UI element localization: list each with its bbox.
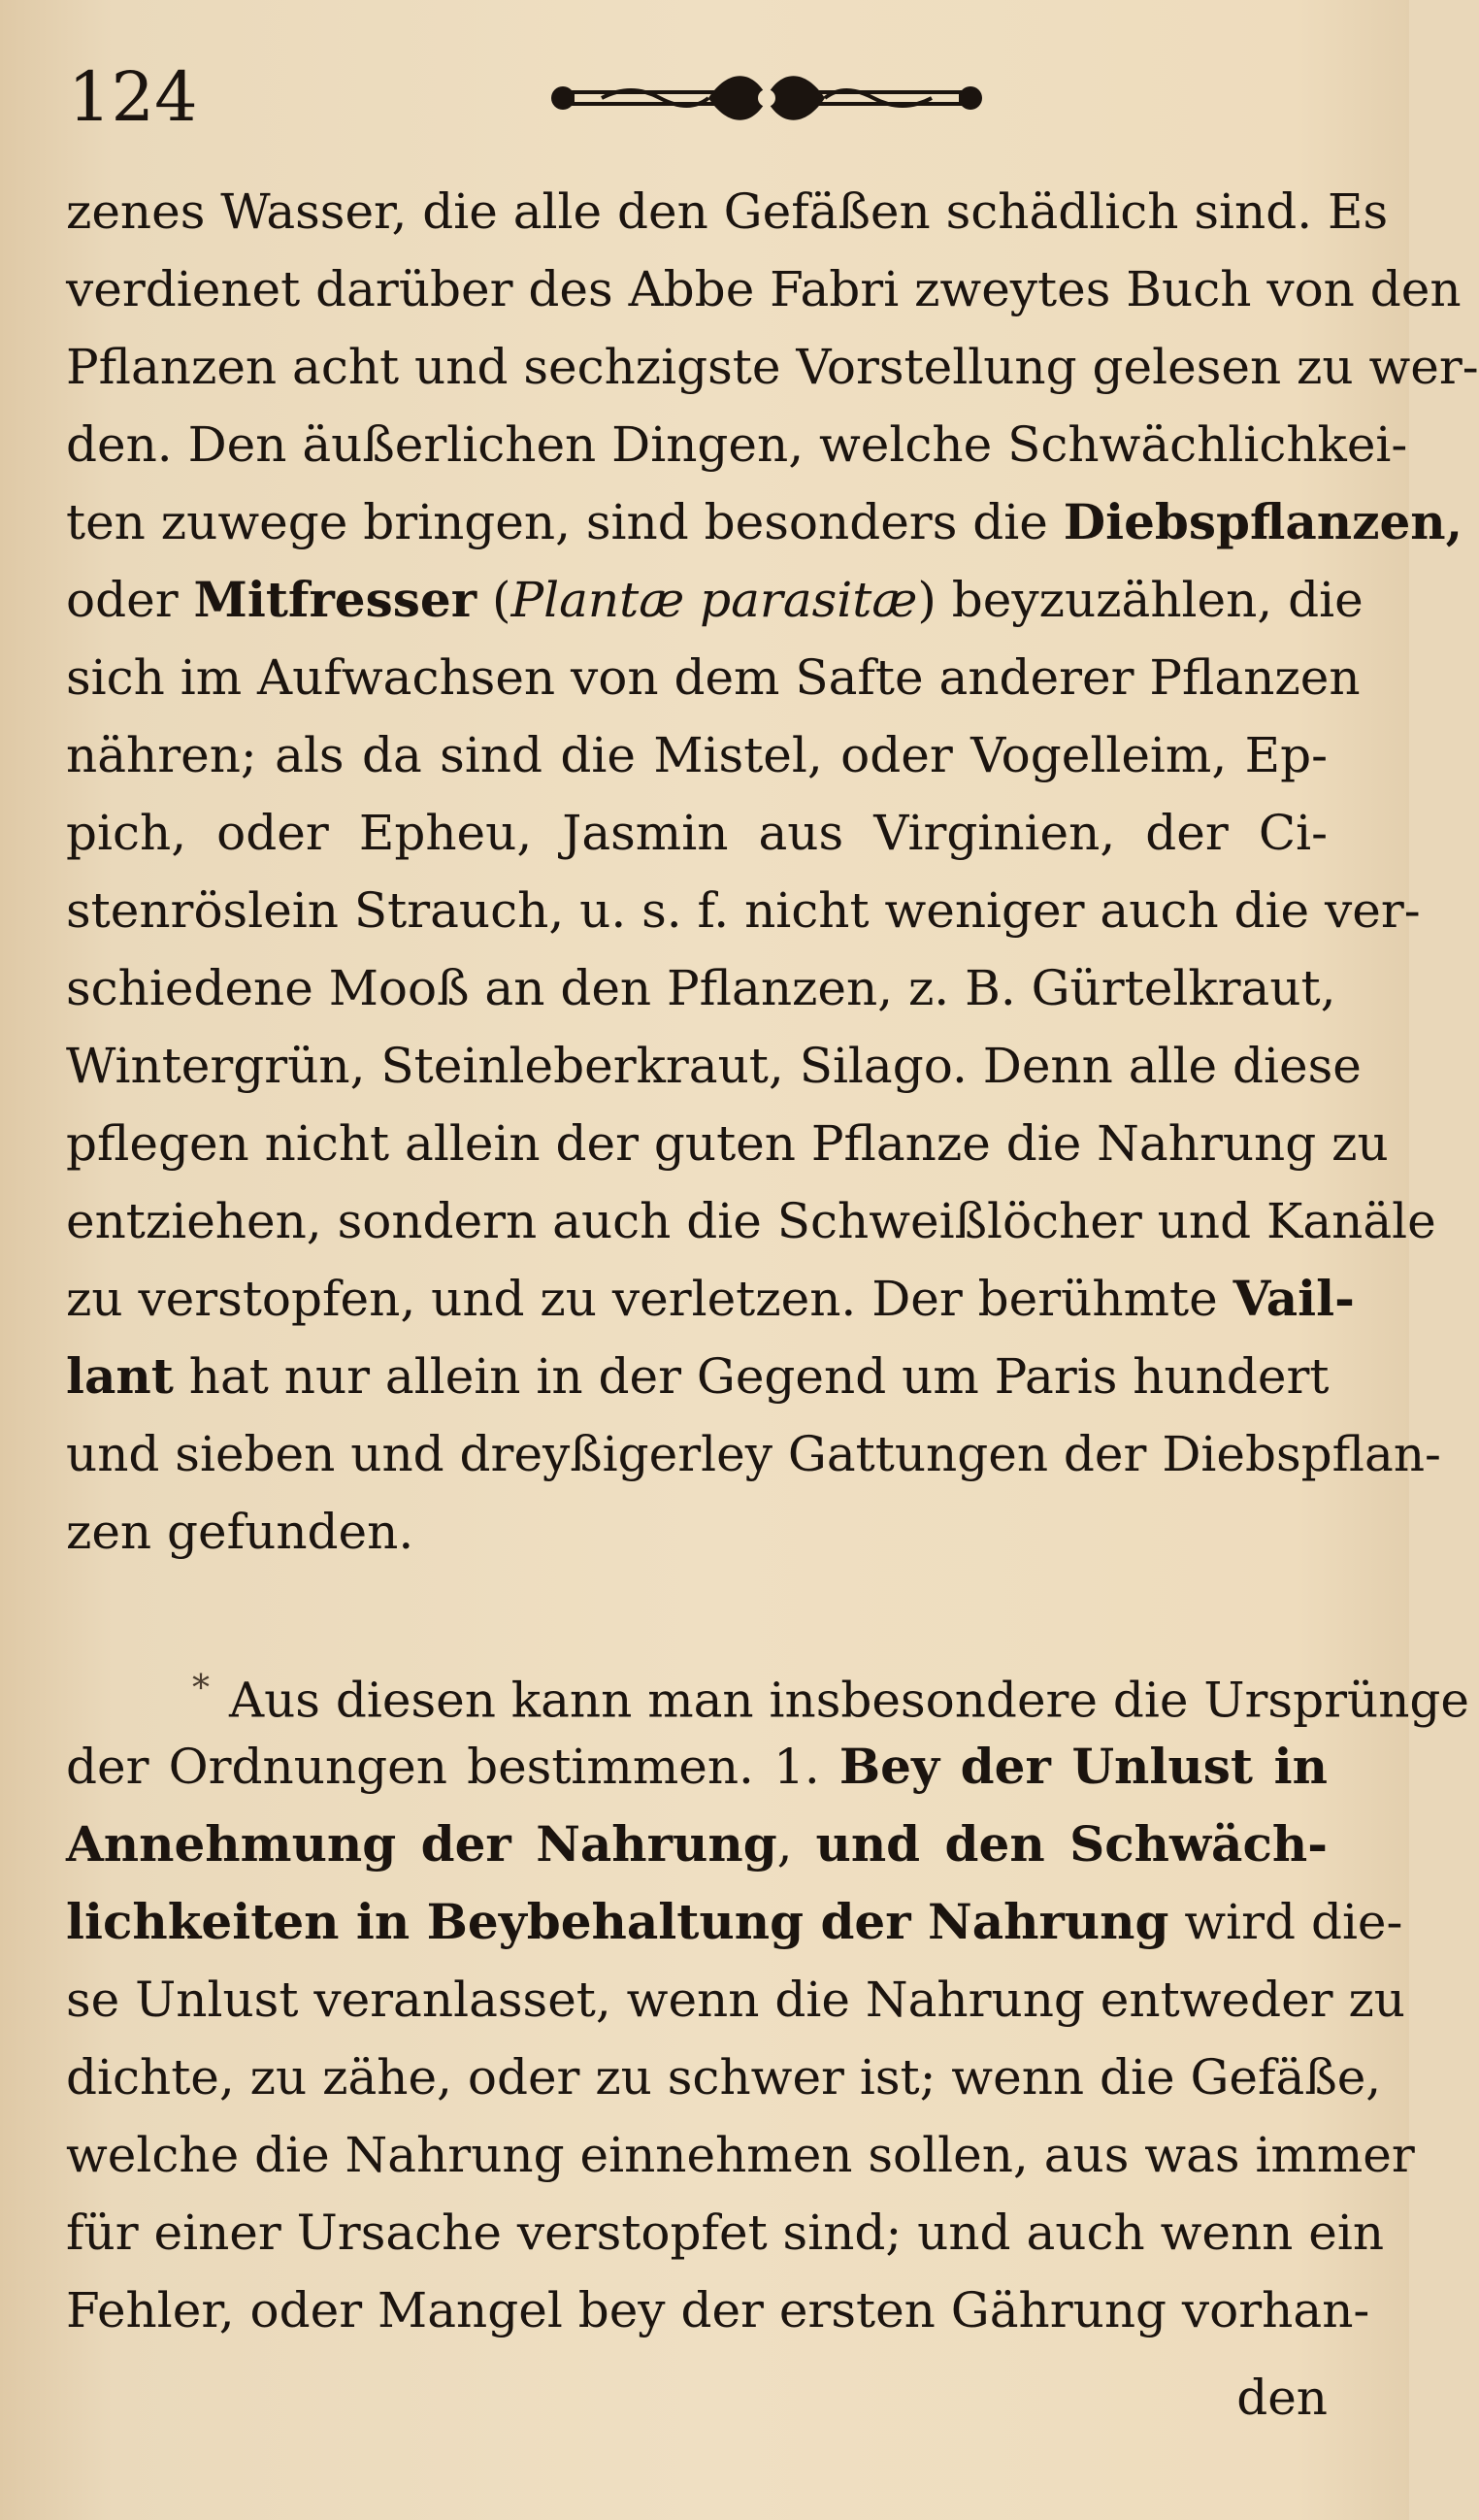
text-line	[66, 483, 1463, 561]
term-diebspflanzen: Diebspflanzen,	[1063, 493, 1463, 550]
text-line: zen gefunden.	[66, 1504, 414, 1560]
page-header	[58, 53, 1359, 141]
footnote-line: für einer Ursache verstopfet sind; und auch wenn ein	[66, 2205, 1385, 2261]
text-fragment: ,	[776, 1816, 816, 1873]
catchword: den	[1236, 2370, 1328, 2426]
bold-heading: Bey der Unlust in	[838, 1738, 1328, 1795]
footnote-line: dichte, zu zähe, oder zu schwer ist; wenn die Gefäße,	[66, 2049, 1382, 2106]
text-line	[66, 1338, 1328, 1415]
text-line: Pflanzen acht und sechzigste Vorstellung gelesen zu wer-	[66, 339, 1479, 395]
main-text	[66, 173, 1479, 1571]
text-fragment: oder	[66, 572, 194, 628]
page-number: 124	[68, 57, 198, 137]
text-line: und sieben und dreyßigerley Gattungen der Diebspflan-	[66, 1426, 1441, 1482]
term-mitfresser: Mitfresser	[193, 571, 477, 628]
footnote-line	[66, 1650, 1470, 1729]
footnote-line	[66, 1883, 1403, 1961]
text-line: stenröslein Strauch, u. s. f. nicht weniger auch die ver-	[66, 882, 1421, 939]
bold-heading: und den Schwäch-	[815, 1815, 1328, 1873]
text-line: nähren; als da sind die Mistel, oder Vogelleim, Ep-	[66, 727, 1328, 783]
text-line: den. Den äußerlichen Dingen, welche Schwächlichkei-	[66, 416, 1408, 473]
text-line: verdienet darüber des Abbe Fabri zweytes Buch von den	[66, 261, 1462, 317]
text-fragment: hat nur allein in der Gegend um Paris hundert	[173, 1348, 1330, 1405]
footnote-line: Fehler, oder Mangel bey der ersten Gährung vorhan-	[66, 2282, 1370, 2338]
text-fragment: Aus diesen kann man insbesondere die Ursprünge	[229, 1672, 1470, 1729]
text-line: pflegen nicht allein der guten Pflanze die Nahrung zu	[66, 1115, 1389, 1172]
bold-heading: Annehmung der Nahrung	[66, 1815, 777, 1873]
footnote-line	[66, 1806, 1328, 1883]
floral-ornament-icon	[543, 67, 990, 131]
catchword-container	[66, 2359, 1328, 2437]
text-line: zenes Wasser, die alle den Gefäßen schädlich sind. Es	[66, 183, 1389, 240]
text-line: entziehen, sondern auch die Schweißlöcher und Kanäle	[66, 1193, 1436, 1249]
text-fragment: wird die-	[1168, 1894, 1403, 1950]
text-fragment: zu verstopfen, und zu verletzen. Der berühmte	[66, 1271, 1233, 1327]
footnote-line	[66, 1728, 1328, 1806]
text-fragment: (	[477, 572, 511, 628]
text-line	[66, 1260, 1355, 1338]
text-line	[66, 561, 1364, 639]
footnote-line: se Unlust veranlasset, wenn die Nahrung entweder zu	[66, 1972, 1406, 2028]
bold-heading: lichkeiten in Beybehaltung der Nahrung	[66, 1893, 1169, 1950]
text-fragment: ten zuwege bringen, sind besonders die	[66, 494, 1064, 550]
text-fragment: ) beyzuzählen, die	[917, 572, 1364, 628]
name-vaillant-part2: lant	[66, 1347, 174, 1405]
footnote-marker: *	[192, 1669, 210, 1708]
footnote	[66, 1650, 1470, 2349]
text-line: Wintergrün, Steinleberkraut, Silago. Denn alle diese	[66, 1038, 1362, 1094]
latin-term: Plantæ parasitæ	[510, 572, 918, 628]
text-line: sich im Aufwachsen von dem Safte anderer Pflanzen	[66, 649, 1361, 706]
name-vaillant-part1: Vail-	[1232, 1270, 1355, 1327]
text-fragment: der Ordnungen bestimmen. 1.	[66, 1739, 839, 1795]
text-line: pich, oder Epheu, Jasmin aus Virginien, der Ci-	[66, 805, 1328, 861]
footnote-line: welche die Nahrung einnehmen sollen, aus was immer	[66, 2127, 1415, 2183]
text-line: schiedene Mooß an den Pflanzen, z. B. Gürtelkraut,	[66, 960, 1336, 1016]
